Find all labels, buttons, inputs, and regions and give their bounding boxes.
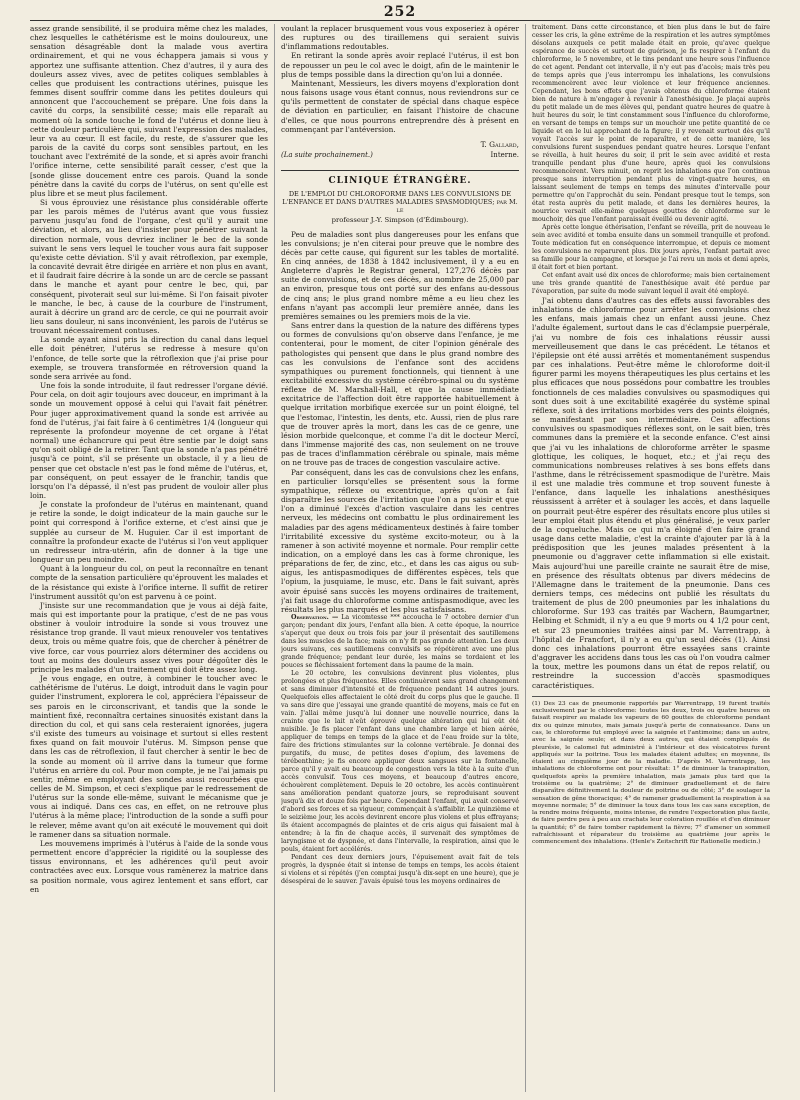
signature-name: T. Gallard,: [480, 139, 519, 149]
paragraph: Cet enfant avait usé dix onces de chloroforme; mais bien certainement une très grande quantité de l'anesthésique avait été perdue par l'évaporation, par suite du mode suivant lequel il avait été employé.: [532, 272, 770, 295]
paragraph: Après cette longue éthérisation, l'enfant se réveilla, prit de nouveau le sein avec avidité et tomba ensuite dans un sommeil tranquille et profond. Toute médication fut en conséquence interrompue, et depuis ce moment les convulsions ne reparurent plus. Dix jours après, l'enfant partait avec sa famille pour la campagne, et lorsque je l'ai revu un mois et demi après, il était fort et bien portant.: [532, 224, 770, 271]
header-rule: [30, 20, 770, 21]
observation-paragraph: [281, 614, 519, 670]
signature-title: Interne.: [490, 151, 519, 160]
paragraph: Si vous éprouviez une résistance plus considérable offerte par les parois mêmes de l'utérus avant que vous fussiez parvenu jusqu'au fond de l'organe, c'est qu'il y aurait une déviation, et alors, au lieu d'insister pour pénétrer suivant la direction normale, vous devriez incliner le bec de la sonde suivant le sens vers lequel le toucher vous aura fait supposer qu'existe cette déviation. S'il y avait rétroflexion, par exemple, la concavité devrait être dirigée en arrière et non plus en avant, et il faudrait faire décrire à la sonde un arc de cercle se passant dans le manche et ayant pour centre le bec, qui, par conséquent, pivoterait seul sur lui-même. Si l'on faisait pivoter le manche, le bec, à cause de la courbure de l'instrument, aurait à décrire un grand arc de cercle, ce qui ne pourrait avoir lieu sans douleur, ni sans inconvénient, les parois de l'utérus se trouvant nécessairement contuses.: [30, 197, 268, 336]
page-number: 252: [383, 4, 417, 20]
paragraph: J'ai obtenu dans d'autres cas des effets aussi favorables des inhalations de chloroforme pour arrêter les convulsions chez les enfans, mais jamais chez un enfant aussi jeune. Chez l'adulte également, surtout dans le cas d'éclampsie puerpérale, j'ai vu nombre de fois ces inhalations réussir aussi merveilleusement que dans le cas précédent. Le tétanos et l'épilepsie ont été aussi arrêtés et momentanément suspendus par ces inhalations. Peut-être même le chloroforme doit-il figurer parmi les moyens thérapeutiques les plus certains et les plus efficaces que nous possédons pour combattre les troubles fonctionnels de ces maladies convulsives ou spasmodiques qui sont dues soit à une excitabilité exagérée du système spinal réflexe, soit à des irritations morbides vers des points éloignés, se manifestant par son intermédiaire. Ces affections convulsives ou spasmodiques réflexes sont, on le sait bien, très communes dans la première et la seconde enfance. C'est ainsi que j'ai vu les inhalations de chloroforme arrêter le spasme glottique, les coliques, le hoquet, etc.; et j'ai reçu des communications nombreuses relatives à ses bons effets dans l'asthme, dans le rétrécissement spasmodique de l'urètre. Mais il est une maladie très commune et trop souvent funeste à l'enfance, dans laquelle les inhalations anesthésiques réussissent à arrêter et à soulager les accès, et dans laquelle on pourrait peut-être espérer des résultats encore plus utiles si leur emploi était plus étendu et plus généralisé, je veux parler de la coqueluche. Mais ce qui m'a éloigné d'en faire grand usage dans cette maladie, c'est la crainte d'ajouter par là à la prédisposition que les jeunes malades présentent à la pneumonie ou d'aggraver cette inflammation si elle existait. Mais aujourd'hui une pareille crainte ne saurait être de mise, en présence des résultats obtenus par divers médecins de l'Allemagne dans le traitement de la pneumonie. Dans ces derniers temps, ces médecins ont publié les résultats du traitement de plus de 200 pneumonies par les inhalations du chloroforme. Sur 193 cas traités par Wachern, Baumgartner, Helbing et Schmidt, il n'y a eu que 9 morts ou 4 1/2 pour cent, et sur 23 pneumonies traitées ainsi par M. Varrentrapp, à l'hôpital de Francfort, il n'y a eu qu'un seul décès (1). Ainsi donc ces inhalations pourront être essayées sans crainte d'aggraver les accidens dans tous les cas où l'on voudra calmer la toux, mettre les poumons dans un état de repos relatif, ou restreindre la succession d'accès spasmodiques caractéristiques.: [532, 296, 770, 690]
footnote: (1) Des 23 cas de pneumonie rapportés par Warrentrapp, 19 furent traités exclusivement par le chloroforme: toutes les deux, trois ou quatre heures on faisait respirer au malade les vapeurs de 60 gouttes de chloroforme pendant dix ou quinze minutes, mais jamais jusqu'à perte de connaissance. Dans un cas, le chloroforme fut employé avec la saignée et l'antimoine; dans un autre, avec la saignée seule; et dans deux autres, qui étaient compliqués de pleurésie, le calomel fut administré à l'intérieur et des vésicatoires furent appliqués sur la poitrine. Tous les malades étaient adultes; en moyenne, ils étaient au cinquième jour de la maladie. D'après M. Varrentrapp, les inhalations de chloroforme ont pour résultat: 1° de diminuer la transpiration, quelquefois après la première inhalation, mais jamais plus tard que la troisième ou la quatrième; 2° de diminuer graduellement et de faire disparaître définitivement la douleur de poitrine ou de côté; 3° de soulager la sensation de gêne thoracique; 4° de ramener graduellement la respiration à sa moyenne normale; 5° de diminuer la toux dans tous les cas sans exception, de la rendre moins fréquente, moins intense, de rendre l'expectoration plus facile, de faire perdre peu à peu aux crachats leur coloration rouillée et d'en diminuer la quantité; 6° de faire tomber rapidement la fièvre; 7° d'amener un sommeil rafraîchissant et réparateur du troisième au quatrième jour après le commencement des inhalations. (Henle's Zeitschrift für Rationelle medicin.): [532, 696, 770, 847]
paragraph: Une fois la sonde introduite, il faut redresser l'organe dévié. Pour cela, on doit agir toujours avec douceur, en imprimant à la sonde un mouvement opposé à celui qui l'avait fait pénétrer. Pour juger approximativement quand la sonde est arrivée au fond de l'utérus, j'ai fait faire à 6 centimètres 1/4 (longueur qui représente la profondeur moyenne de cet organe à l'état normal) une échancrure qui peut être sentie par le doigt sans qu'on soit obligé de la retirer. Tant que la sonde n'a pas pénétré jusqu'à ce point, s'il se présente un obstacle, il y a lieu de penser que cet obstacle n'est pas le fond même de l'utérus, et, par conséquent, on peut essayer de le franchir, tandis que lorsqu'on l'a dépassé, il n'est pas prudent de vouloir aller plus loin.: [30, 381, 268, 500]
column-2: [281, 24, 519, 1092]
observation-paragraph: Pendant ces deux derniers jours, l'épuisement avait fait de tels progrès, la dyspnée était si intense de temps en temps, les accès étaient si violens et si répétés (j'en comptai jusqu'à dix-sept en une heure), que je désespérai de le sauver. J'avais épuisé tous les moyens ordinaires de: [281, 854, 519, 886]
paragraph: Par conséquent, dans les cas de convulsions chez les enfans, en particulier lorsqu'elles se présentent sous la forme sympathique, réflexe ou excentrique, après qu'on a fait disparaître les sources de l'irritation que l'on a pu saisir et que l'on a diminué l'excès d'action vasculaire dans les centres nerveux, les médecins ont combattu le plus ordinairement les maladies par des agens médicamenteux destinés à faire tomber l'irritabilité excessive du système excito-moteur, ou à la ramener à son activité moyenne et normale. Pour remplir cette indication, on a employé dans les cas à forme chronique, les préparations de fer, de zinc, etc., et dans les cas aigus ou sub-aigus, les antispasmodiques de différentes espèces, tels que l'opium, la jusquiame, le musc, etc. Dans le fait suivant, après avoir épuisé sans succès les moyens ordinaires de traitement, j'ai fait usage du chloroforme comme antispasmodique, avec les résultats les plus marqués et les plus satisfaisans.: [281, 467, 519, 614]
paragraph: En retirant la sonde après avoir replacé l'utérus, il est bon de repousser un peu le col avec le doigt, afin de le maintenir le plus de temps possible dans la direction qu'on lui a donnée.: [281, 51, 519, 79]
column-3: [532, 24, 770, 1092]
observation-text: La vicomtesse *** accoucha le 7 octobre dernier d'un garçon; pendant dix jours, l'enfant alla bien. A cette époque, la nourrice s'aperçut que deux ou trois fois par jour il présentait des sautillemens dans les muscles de la face; mais on n'y fit pas grande attention. Les deux jours suivans, ces sautillemens convulsifs se répétèrent avec une plus grande fréquence; pendant leur durée, les mains se tordaient et les pouces se fléchissaient fortement dans la paume de la main.: [281, 614, 519, 670]
paragraph: Je vous engage, en outre, à combiner le toucher avec le cathétérisme de l'utérus. Le doigt, introduit dans le vagin pour guider l'instrument, explorera le col, appréciera l'épaisseur de ses parois en le circonscrivant, et tandis que la sonde le maintient fixé, reconnaîtra certaines sinuosités existant dans la direction du col, et qui sans cela resteraient ignorées, jugera s'il existe des tumeurs au voisinage et surtout si elles restent fixes quand on fait mouvoir l'utérus. M. Simpson pense que dans les cas de rétroflexion, il faut chercher à sentir le bec de la sonde au moment où il arrive dans la tumeur que forme l'utérus en arrière du col. Pour mon compte, je ne l'ai jamais pu sentir, même en employant des sondes aussi recourbées que celles de M. Simpson, et ceci s'explique par le redressement de l'utérus sur la sonde elle-même, suivant le mécanisme que je vous ai indiqué. Dans ces cas, en effet, on ne retrouve plus l'utérus à la même place; l'introduction de la sonde a suffi pour le relever, même avant qu'on ait exécuté le mouvement qui doit le ramener dans sa situation normale.: [30, 674, 268, 839]
paragraph: assez grande sensibilité, il se produira même chez les malades, chez lesquelles le cathétérisme est le moins douloureux, une sensation désagréable dont la malade vous avertira ordinairement, et qui ne vous échappera jamais si vous y apportez une suffisante attention. Chez d'autres, il y aura des douleurs assez vives, avec de petites coliques semblables à celles que produisent les contractions utérines, puisque les femmes disent souffrir comme dans les petites douleurs qui annoncent que l'accouchement se prépare. Une fois dans la cavité du corps, la sensibilité cesse; mais elle reparaît au moment où la sonde touche le fond de l'utérus et donne lieu à cette douleur particulière qui, suivant l'expression des malades, leur va au cœur. Il est facile, du reste, de s'assurer que les parois de la cavité du corps sont sensibles partout, en les touchant avec l'extrémité de la sonde, et si après avoir franchi l'orifice interne, cette sensibilité paraît cesser, c'est que la [sonde glisse doucement entre ces parois. Quand la sonde pénètre dans la cavité du corps de l'utérus, on sent qu'elle est plus libre et se meut plus facilement.: [30, 24, 268, 198]
column-1: [30, 24, 268, 1092]
column-divider: [525, 24, 526, 1092]
paragraph: J'insiste sur une recommandation que je vous ai déjà faite, mais qui est importante pour la pratique, c'est de ne pas vous obstiner à vouloir introduire la sonde si vous trouvez une résistance trop grande. Il vaut mieux renouveler vos tentatives deux, trois ou même quatre fois, que de chercher à pénétrer de vive force, car vous pourriez alors déterminer des accidens ou tout au moins des douleurs assez vives pour dégoûter dès le principe les malades d'un traitement qui doit être assez long.: [30, 600, 268, 674]
observation-paragraph: Le 20 octobre, les convulsions devinrent plus violentes, plus prolongées et plus fréquentes. Elles continuèrent sans grand changement et sans diminuer d'intensité et de fréquence pendant 14 autres jours. Quelquefois elles affectaient le côté droit du corps plus que le gauche. Il va sans dire que j'essayai une grande quantité de moyens, mais ce fut en vain. J'allai même jusqu'à lui donner une nouvelle nourrice, dans la crainte que le lait n'eût éprouvé quelque altération qui lui eût été nuisible. Je fis placer l'enfant dans une chambre large et bien aérée, appliquer de temps en temps de la glace et de l'eau froide sur la tête, faire des frictions stimulantes sur la colonne vertébrale. Je donnai des purgatifs, du musc, de petites doses d'opium, des lavemens de térébenthine; je fis encore appliquer deux sangsues sur la fontanelle, parce qu'il y avait eu beaucoup de congestion vers la tête à la suite d'un accès convulsif. Tous ces moyens, et beaucoup d'autres encore, échouèrent complètement. Depuis le 20 octobre, les accès continuèrent sans amélioration pendant quatorze jours, se reproduisant souvent jusqu'à dix et douze fois par heure. Cependant l'enfant, qui avait conservé d'abord ses forces et sa vigueur, commençait à s'affaiblir. Le quinzième et le seizième jour, les accès devinrent encore plus violens et plus effrayans; ils étaient accompagnés de plaintes et de cris aigus qui faisaient mal à entendre; à la fin de chaque accès, il survenait des symptômes de laryngisme et de dyspnée, et dans l'intervalle, la respiration, ainsi que le pouls, étaient fort accélérés.: [281, 670, 519, 854]
paragraph: Maintenant, Messieurs, les divers moyens d'exploration dont nous faisons usage vous étant connus, nous reviendrons sur ce qu'ils permettent de constater de spécial dans chaque espèce de déviation en particulier, en faisant l'histoire de chacune d'elles, ce que nous pourrons entreprendre dès à présent en commençant par l'antéversion.: [281, 78, 519, 134]
section-subtitle: DE L'EMPLOI DU CHLOROFORME DANS LES CONVULSIONS DE L'ENFANCE ET DANS D'AUTRES MALADIES SPASMODIQUES; par M. le: [282, 190, 518, 215]
observation-lead: Observation. —: [291, 614, 339, 622]
paragraph: traitement. Dans cette circonstance, et bien plus dans le but de faire cesser les cris, la gêne extrême de la respiration et les autres symptômes désolans auxquels ce petit malade était en proie, qu'avec quelque espérance de succès et surtout de guérison, je fis respirer à l'enfant du chloroforme, le 5 novembre, et le tins pendant une heure sous l'influence de cet agent. Pendant cet intervalle, il n'y eut pas d'accès; mais très peu de temps après que j'eus interrompu les inhalations, les convulsions recommencèrent avec leur violence et leur fréquence anciennes. Cependant, les bons effets que j'avais obtenus du chloroforme étaient bien de nature à m'engager à revenir à l'anesthésique. Je plaçai auprès du petit malade un de mes élèves qui, pendant quatre heures de quatre à huit heures du soir, le tint constamment sous l'influence du chloroforme, en versant de temps en temps sur un mouchoir une petite quantité de ce liquide et en le lui approchant de la figure; il y revenait surtout dès qu'il voyait l'accès sur le point de reparaître, et de cette manière, les convulsions furent suspendues pendant quatre heures. Lorsque l'enfant se réveilla, à huit heures du soir, il prit le sein avec avidité et resta tranquille pendant plus d'une heure, après quoi les convulsions recommencèrent. Vers minuit, on reprit les inhalations que l'on continua presque sans interruption pendant plus de vingt-quatre heures, en laissant seulement de temps en temps des minutes d'intervalle pour permettre qu'on l'approchât du sein. Pendant presque tout le temps, son état resta auprès du petit malade, et dans les dernières heures, la nourrice versait elle-même quelques gouttes de chloroforme sur le mouchoir, dès que l'enfant paraissait éveillé ou devenir agité.: [532, 24, 770, 223]
paragraph: voulant la replacer brusquement vous vous exposeriez à opérer des ruptures ou des tiraillemens qui seraient suivis d'inflammations redoutables.: [281, 24, 519, 52]
paragraph: La sonde ayant ainsi pris la direction du canal dans lequel elle doit pénétrer, l'utérus se redresse à mesure qu'on l'enfonce, de telle sorte que la rétroflexion que j'ai prise pour exemple, se trouvera transformée en rétroversion quand la sonde sera arrivée au fond.: [30, 335, 268, 381]
paragraph: Quant à la longueur du col, on peut la reconnaître en tenant compte de la sensation particulière qu'éprouvent les malades et de la résistance qui existe à l'orifice interne. Il suffit de retirer l'instrument aussitôt qu'on est parvenu à ce point.: [30, 564, 268, 601]
column-divider: [274, 24, 275, 1092]
section-author: professeur J.-Y. Simpson (d'Édimbourg).: [331, 216, 469, 225]
paragraph: Je constate la profondeur de l'utérus en maintenant, quand je retire la sonde, le doigt indicateur de la main gauche sur le point qui correspond à l'orifice externe, et c'est ainsi que je supplée au curseur de M. Huguier. Car il est important de connaître la profondeur exacte de l'utérus si l'on veut appliquer un redresseur intra-utérin, afin de donner à la tige une longueur un peu moindre.: [30, 500, 268, 565]
to-be-continued: (La suite prochainement.): [281, 151, 373, 160]
section-title: CLINIQUE ÉTRANGÈRE.: [281, 170, 519, 186]
paragraph: Les mouvemens imprimés à l'utérus à l'aide de la sonde vous permettent encore d'apprécier la rigidité ou la souplesse des tissus environnans, et les adhérences qu'il peut avoir contractées avec eux. Lorsque vous ramènerez la matrice dans sa position normale, vous agirez lentement et sans effort, car en: [30, 838, 268, 894]
paragraph: Sans entrer dans la question de la nature des différens types ou formes de convulsions qu'on observe dans l'enfance, je me contenterai, pour le moment, de citer l'opinion générale des pathologistes qui pensent que dans le plus grand nombre des cas les convulsions de l'enfance sont des accidens sympathiques ou purement fonctionnels, qui tiennent à une excitabilité excessive du système cérébro-spinal ou du système réflexe de M. Marshall-Hall, et que la cause immédiate excitatrice de l'affection doit être rapportée habituellement à quelque irritation morbifique exercée sur un point éloigné, tel que l'estomac, l'intestin, les dents, etc. Aussi, rien de plus rare que de trouver après la mort, dans les cas de ce genre, une lésion morbide quelconque, et comme l'a dit le docteur Mercî, dans l'immense majorité des cas, non seulement on ne trouve pas de traces d'inflammation cérébrale ou spinale, mais même on ne trouve pas de traces de congestion vasculaire active.: [281, 321, 519, 468]
paragraph: Peu de maladies sont plus dangereuses pour les enfans que les convulsions; je n'en citerai pour preuve que le nombre des décès par cette cause, qui figurent sur les tables de mortalité. En cinq années, de 1838 à 1842 inclusivement, il y a eu en Angleterre d'après le Registrar general, 127,276 décès par suite de convulsions, et de ces décès, au nombre de 25,000 par an environ, presque tous ont porté sur des enfans au-dessous de cinq ans; le plus grand nombre même a eu lieu chez les enfans n'ayant pas accompli leur première année, dans les premières semaines ou les premiers mois de la vie.: [281, 229, 519, 321]
